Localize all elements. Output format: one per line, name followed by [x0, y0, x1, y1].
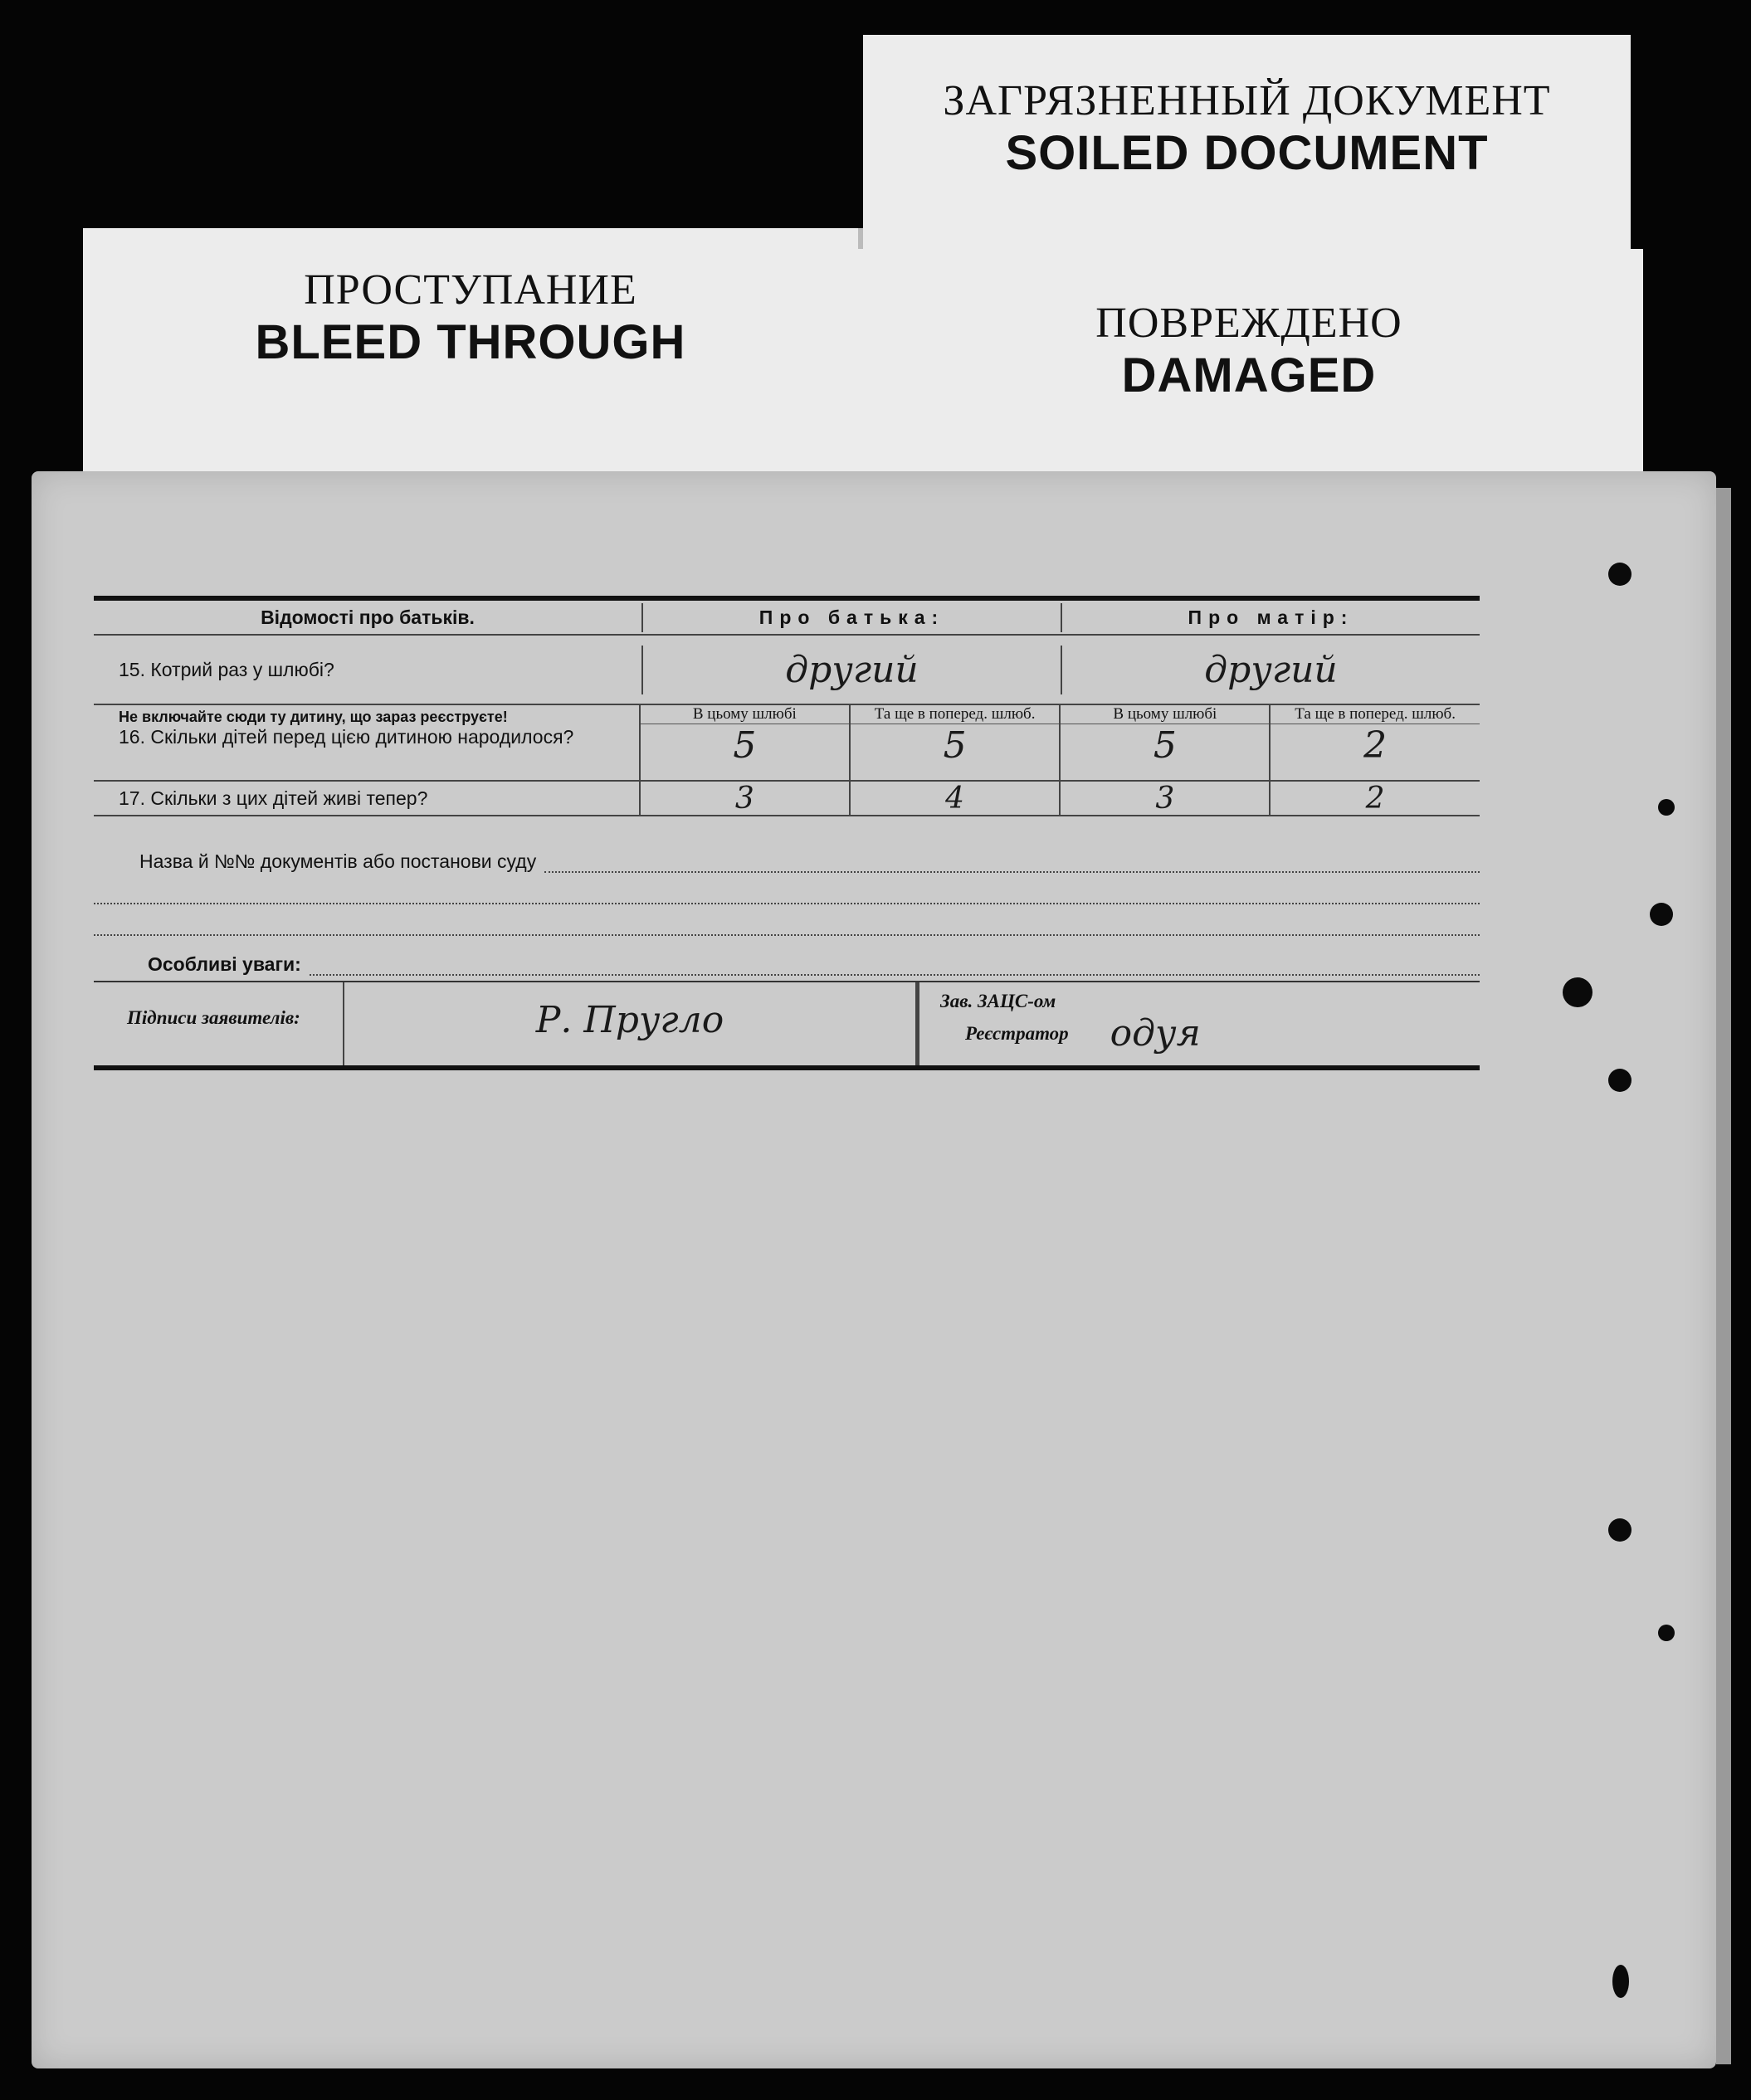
documents-line-2: [94, 873, 1480, 904]
bleed-through-card: [83, 228, 863, 477]
punch-hole: [1658, 799, 1675, 816]
notes-label: Особливі уваги:: [148, 953, 301, 975]
punch-hole: [1650, 903, 1673, 926]
q15-mother-answer: другий: [1061, 646, 1480, 694]
q16-father-sub-prev: Та ще в поперед. шлюб.: [851, 705, 1060, 724]
bleed-ru-label: ПРОСТУПАНИЕ: [304, 266, 637, 314]
document-page: [32, 471, 1716, 2068]
q16-note: Не включайте сюди ту дитину, що зараз реєструєте!: [119, 709, 508, 725]
q17-father-this: 3: [639, 782, 849, 816]
punch-hole: [1608, 1518, 1632, 1542]
mother-column-header: Про матір:: [1061, 603, 1480, 632]
punch-hole: [1658, 1625, 1675, 1641]
soiled-document-card: [863, 35, 1631, 251]
punch-hole: [1612, 1965, 1629, 1998]
q17-mother-this: 3: [1059, 782, 1269, 816]
soiled-en-label: SOILED DOCUMENT: [1005, 126, 1489, 180]
q17-father-prev: 4: [849, 782, 1060, 816]
soiled-ru-label: ЗАГРЯЗНЕННЫЙ ДОКУМЕНТ: [943, 77, 1551, 124]
q15-father-answer: другий: [641, 646, 1061, 694]
bleed-en-label: BLEED THROUGH: [255, 315, 686, 369]
q17-label: 17. Скільки з цих дітей живі тепер?: [119, 787, 428, 809]
q16-father-sub-this: В цьому шлюбі: [641, 705, 849, 724]
damaged-card: [855, 249, 1643, 490]
damaged-ru-label: ПОВРЕЖДЕНО: [1095, 300, 1402, 347]
punch-hole: [1563, 977, 1592, 1007]
father-column-header: Про батька:: [641, 603, 1061, 632]
notes-line: [310, 944, 1480, 976]
q15-label: 15. Котрий раз у шлюбі?: [119, 658, 334, 680]
documents-line-3: [94, 904, 1480, 936]
documents-line: [544, 841, 1480, 873]
punch-hole: [1608, 1069, 1632, 1092]
q16-father-prev: 5: [943, 724, 967, 767]
q17-mother-prev: 2: [1269, 782, 1480, 816]
q16-mother-sub-prev: Та ще в поперед. шлюб.: [1271, 705, 1480, 724]
q16-mother-sub-this: В цьому шлюбі: [1061, 705, 1269, 724]
q16-father-this: 5: [733, 724, 757, 767]
applicant-signature: Р. Пругло: [343, 982, 915, 1065]
zags-label: Зав. ЗАЦС-ом: [940, 991, 1056, 1011]
registrar-label: Реєстратор: [965, 1022, 1069, 1044]
documents-label: Назва й №№ документів або постанови суду: [139, 850, 537, 872]
page-edge: [1716, 488, 1731, 2064]
q16-mother-this: 5: [1153, 724, 1177, 767]
damaged-en-label: DAMAGED: [1121, 348, 1377, 402]
parents-form: [94, 596, 1480, 1070]
signatures-label: Підписи заявителів:: [127, 1007, 300, 1028]
q16-mother-prev: 2: [1363, 724, 1388, 767]
q16-label: 16. Скільки дітей перед цією дитиною народилося?: [119, 726, 574, 748]
parents-info-title: Відомості про батьків.: [261, 606, 475, 628]
punch-hole: [1608, 563, 1632, 586]
registrar-signature: одуя: [1110, 1012, 1201, 1055]
